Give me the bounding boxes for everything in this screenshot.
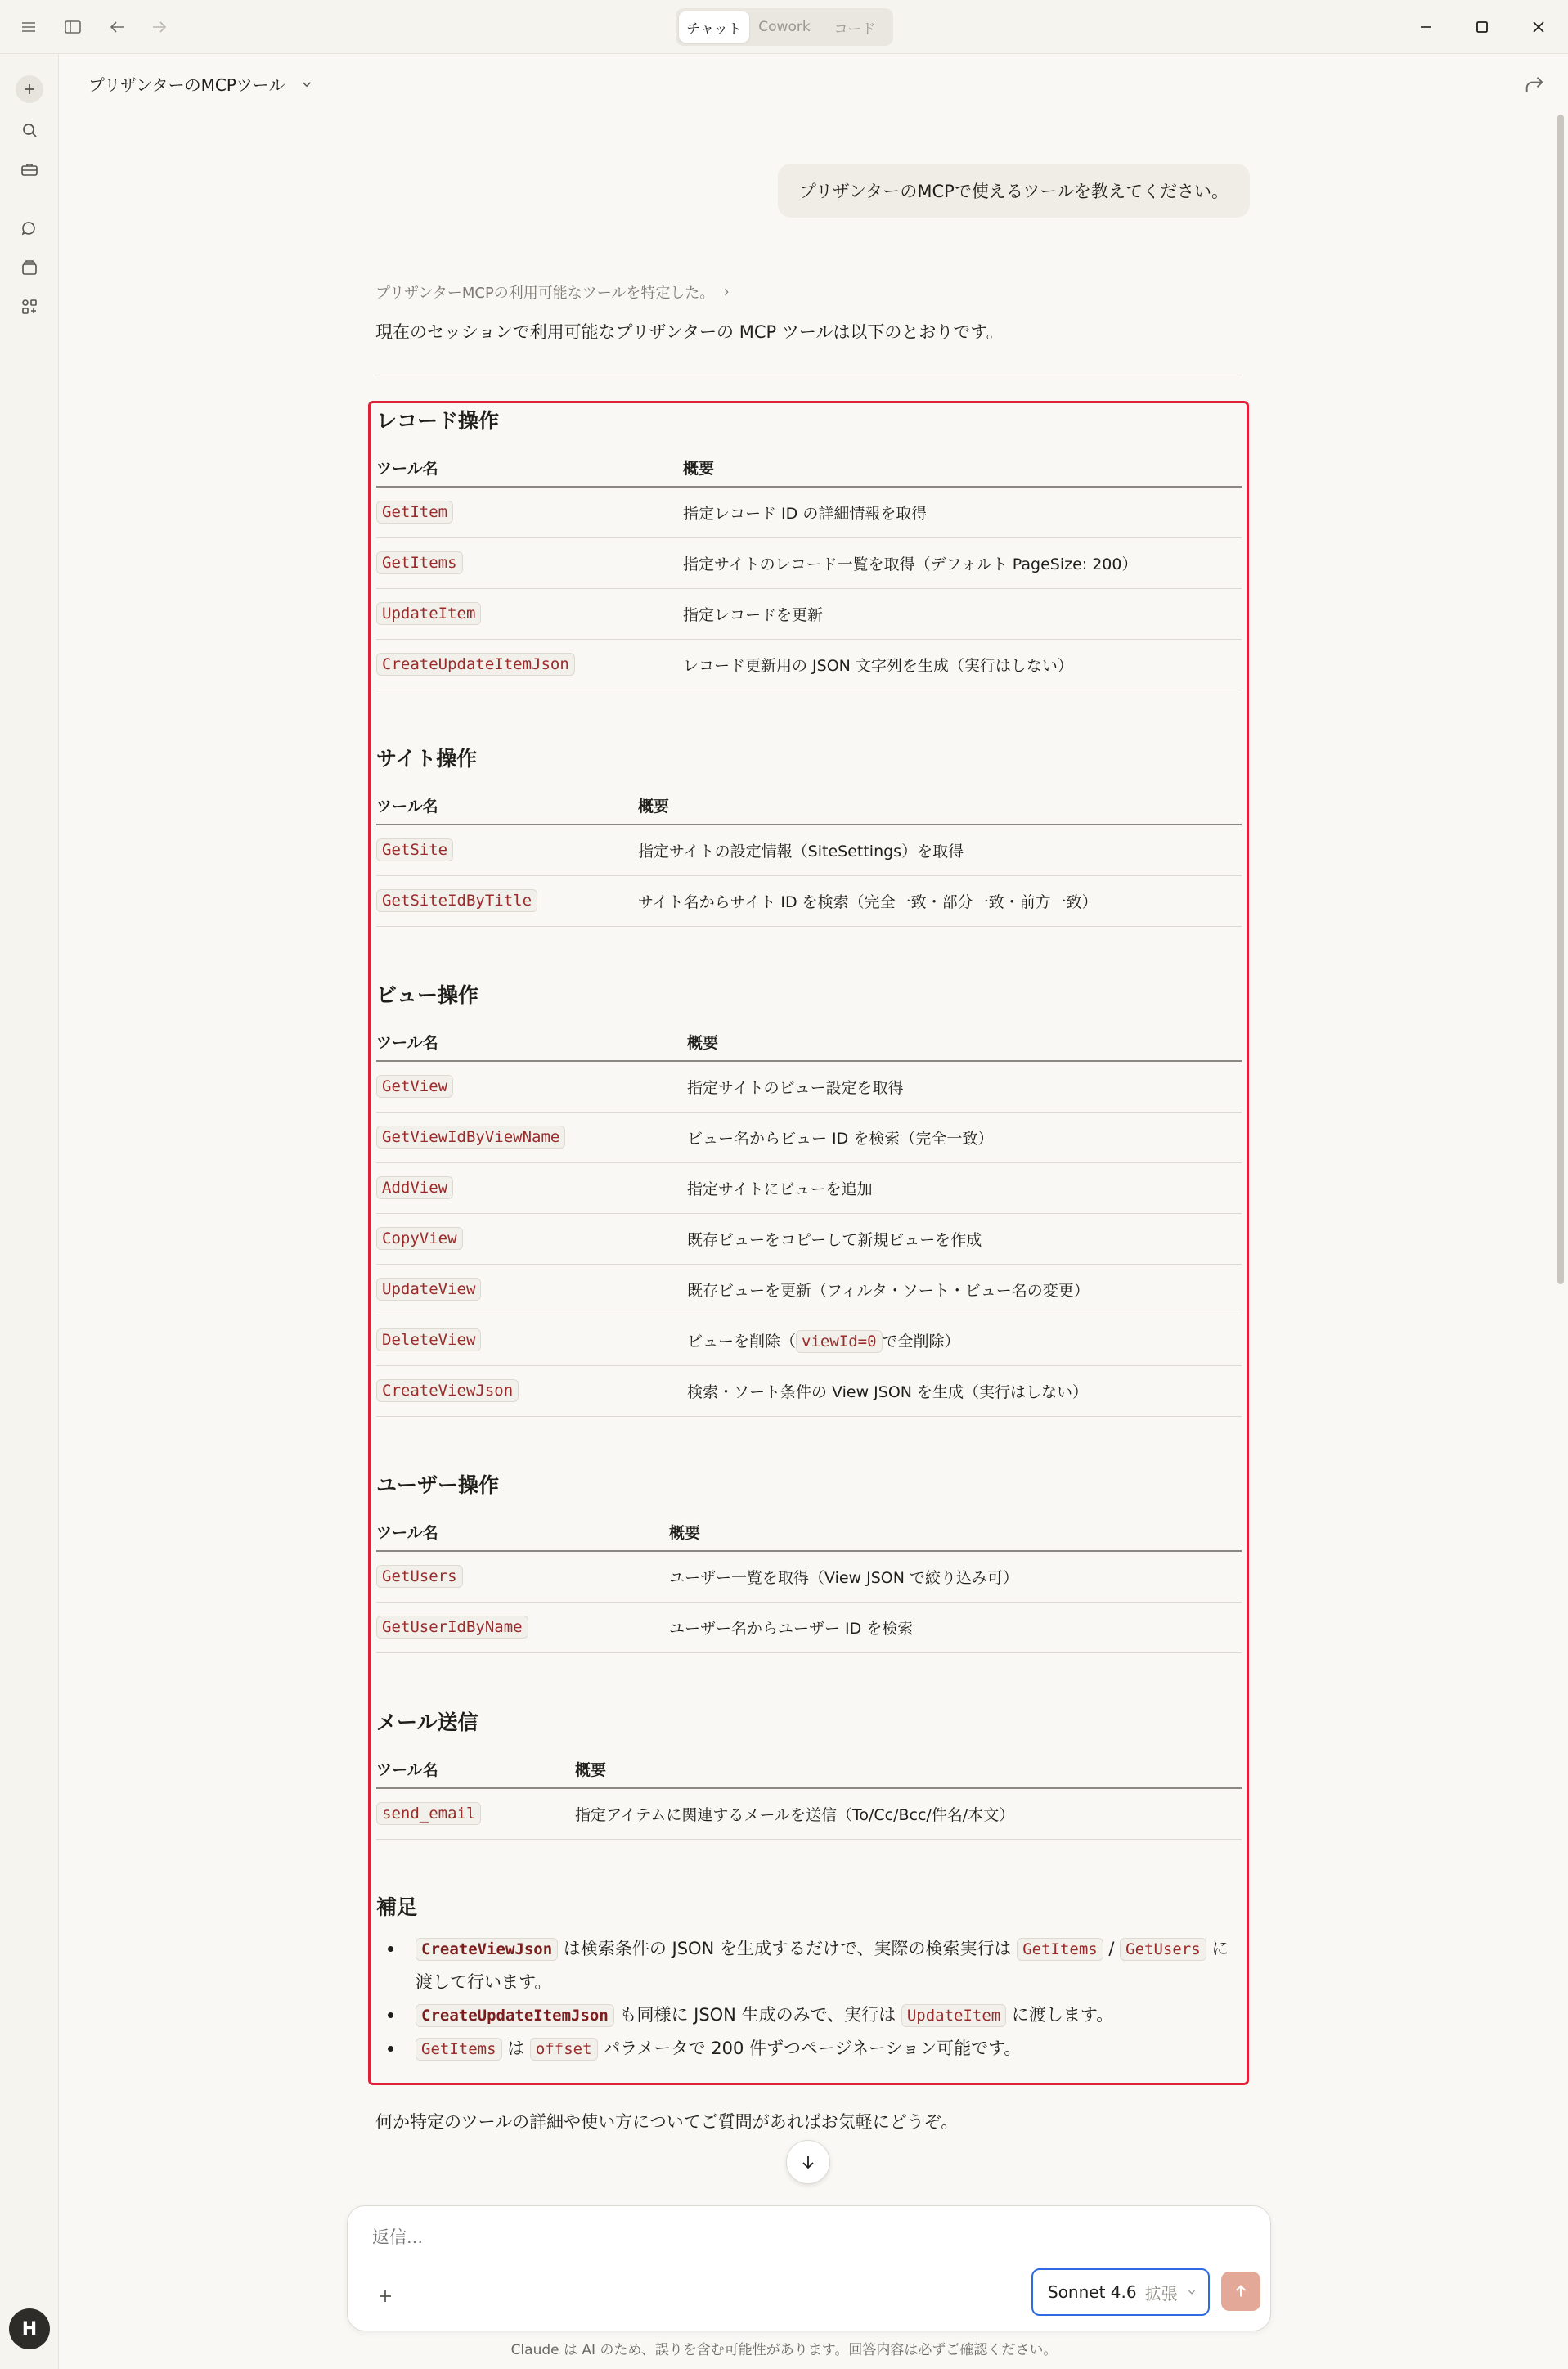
search-icon[interactable] <box>16 116 43 144</box>
tool-desc: 指定サイトのビュー設定を取得 <box>687 1061 1242 1112</box>
section-title: ユーザー操作 <box>376 1473 500 1497</box>
send-button[interactable] <box>1221 2272 1260 2311</box>
tool-desc: ビューを削除（ viewId=0 で全削除） <box>687 1315 1242 1365</box>
table-row <box>376 1365 1242 1416</box>
scrollbar[interactable] <box>1557 115 1564 1284</box>
tools-table <box>376 1751 1242 1840</box>
table-row <box>376 1551 1242 1602</box>
forward-arrow-icon[interactable] <box>147 15 172 39</box>
arrow-down-icon <box>798 2152 818 2172</box>
tools-table <box>376 1023 1242 1417</box>
chevron-down-icon <box>299 77 314 92</box>
col-header-desc: 概要 <box>669 1513 1242 1551</box>
col-header-name: ツール名 <box>376 1023 687 1061</box>
tool-name: GetUserIdByName <box>376 1616 528 1639</box>
toolbox-icon[interactable] <box>16 155 43 183</box>
col-header-desc: 概要 <box>683 449 1242 487</box>
tool-desc: 既存ビューをコピーして新規ビューを作成 <box>687 1213 1242 1264</box>
tool-name: send_email <box>376 1802 481 1825</box>
table-row <box>376 1788 1242 1839</box>
section-users <box>376 1469 1242 1653</box>
table-row <box>376 537 1242 588</box>
response-closing: 何か特定のツールの詳細や使い方についてご質問があればお気軽にどうぞ。 <box>375 2112 959 2132</box>
tool-desc: ユーザー名からユーザー ID を検索 <box>669 1602 1242 1652</box>
mode-switch <box>676 8 893 46</box>
tool-desc: 指定アイテムに関連するメールを送信（To/Cc/Bcc/件名/本文） <box>575 1788 1242 1839</box>
tool-name: GetUsers <box>376 1565 463 1588</box>
sidebar-toggle-icon[interactable] <box>61 15 85 39</box>
section-title: サイト操作 <box>376 747 478 771</box>
table-row <box>376 1061 1242 1112</box>
table-row <box>376 1264 1242 1315</box>
tool-desc: ユーザー一覧を取得（View JSON で絞り込み可） <box>669 1551 1242 1602</box>
section-title: ビュー操作 <box>376 983 479 1007</box>
section-site <box>376 743 1242 927</box>
chevron-right-icon <box>721 286 732 298</box>
tools-table <box>376 449 1242 690</box>
projects-icon[interactable] <box>16 254 43 281</box>
list-item: GetItems は offset パラメータで 200 件ずつページネーション可能です。 <box>376 2032 1242 2066</box>
table-row <box>376 487 1242 537</box>
user-message-bubble: プリザンターのMCPで使えるツールを教えてください。 <box>778 164 1250 218</box>
table-row <box>376 588 1242 639</box>
col-header-name: ツール名 <box>376 449 683 487</box>
table-row <box>376 639 1242 690</box>
section-title: メール送信 <box>376 1710 478 1734</box>
tool-desc: 既存ビューを更新（フィルタ・ソート・ビュー名の変更） <box>687 1264 1242 1315</box>
table-row <box>376 1602 1242 1652</box>
chats-icon[interactable] <box>16 214 43 242</box>
menu-icon[interactable] <box>16 15 41 39</box>
section-view <box>376 979 1242 1417</box>
col-header-desc: 概要 <box>575 1751 1242 1788</box>
maximize-icon[interactable] <box>1470 15 1494 39</box>
model-name: Sonnet 4.6 <box>1048 2282 1137 2302</box>
tool-desc: サイト名からサイト ID を検索（完全一致・部分一致・前方一致） <box>638 875 1242 926</box>
col-header-desc: 概要 <box>638 787 1242 825</box>
model-mode: 拡張 <box>1144 2283 1178 2304</box>
tool-desc: 指定レコードを更新 <box>683 588 1242 639</box>
tool-name: UpdateView <box>376 1278 481 1301</box>
reply-input[interactable] <box>372 2227 1190 2247</box>
col-header-name: ツール名 <box>376 787 638 825</box>
arrow-up-icon <box>1232 2282 1250 2300</box>
col-header-name: ツール名 <box>376 1513 669 1551</box>
tool-name: GetViewIdByViewName <box>376 1126 565 1149</box>
tool-name: CreateUpdateItemJson <box>376 653 575 676</box>
model-selector[interactable] <box>1031 2268 1210 2316</box>
tool-desc: ビュー名からビュー ID を検索（完全一致） <box>687 1112 1242 1162</box>
tool-name: DeleteView <box>376 1328 481 1351</box>
tool-name: AddView <box>376 1176 453 1199</box>
artifacts-icon[interactable] <box>16 293 43 321</box>
tool-name: GetItems <box>376 551 463 574</box>
notes-section <box>376 1891 1242 2066</box>
list-item: CreateUpdateItemJson も同様に JSON 生成のみで、実行は UpdateItem に渡します。 <box>376 1998 1242 2032</box>
tool-desc: 指定レコード ID の詳細情報を取得 <box>683 487 1242 537</box>
tool-desc: レコード更新用の JSON 文字列を生成（実行はしない） <box>683 639 1242 690</box>
back-arrow-icon[interactable] <box>105 15 129 39</box>
thinking-summary-text: プリザンターMCPの利用可能なツールを特定した。 <box>375 285 715 302</box>
list-item: CreateViewJson は検索条件の JSON を生成するだけで、実際の検索実行は GetItems / GetUsers に渡して行います。 <box>376 1932 1242 1998</box>
plus-icon <box>375 2286 395 2306</box>
composer <box>347 2205 1271 2331</box>
share-icon[interactable] <box>1523 74 1546 97</box>
minimize-icon[interactable] <box>1413 15 1438 39</box>
table-row <box>376 1112 1242 1162</box>
add-attachment-button[interactable] <box>371 2281 400 2311</box>
tools-table <box>376 787 1242 927</box>
tool-name: CopyView <box>376 1227 463 1250</box>
disclaimer: Claude は AI のため、誤りを含む可能性があります。回答内容は必ずご確認ください。 <box>510 2342 1058 2358</box>
title-bar <box>0 0 1568 54</box>
avatar[interactable]: H <box>9 2308 50 2349</box>
conversation-title-text: プリザンターのMCPツール <box>88 75 285 95</box>
table-row <box>376 1315 1242 1365</box>
table-row <box>376 1162 1242 1213</box>
tool-desc: 指定サイトの設定情報（SiteSettings）を取得 <box>638 825 1242 875</box>
tools-table <box>376 1513 1242 1653</box>
tool-name: GetView <box>376 1075 453 1098</box>
tool-desc: 検索・ソート条件の View JSON を生成（実行はしない） <box>687 1365 1242 1416</box>
col-header-name: ツール名 <box>376 1751 575 1788</box>
table-row <box>376 825 1242 875</box>
section-mail <box>376 1706 1242 1840</box>
thinking-summary[interactable] <box>375 281 732 303</box>
sidebar-rail <box>0 54 59 2369</box>
response-intro: 現在のセッションで利用可能なプリザンターの MCP ツールは以下のとおりです。 <box>375 322 1004 342</box>
tool-desc: 指定サイトにビューを追加 <box>687 1162 1242 1213</box>
tab-code[interactable]: コード <box>833 20 876 38</box>
conversation-title[interactable] <box>88 72 314 96</box>
tool-name: GetItem <box>376 501 453 524</box>
close-icon[interactable] <box>1526 15 1551 39</box>
section-title: 補足 <box>376 1895 418 1919</box>
chevron-down-icon <box>1186 2286 1197 2298</box>
section-record <box>376 405 1242 690</box>
notes-list <box>376 1932 1242 2066</box>
new-chat-icon[interactable] <box>16 75 43 103</box>
tool-name: UpdateItem <box>376 602 481 625</box>
tool-name: CreateViewJson <box>376 1379 519 1402</box>
table-row <box>376 875 1242 926</box>
inline-code: viewId=0 <box>796 1330 883 1353</box>
col-header-desc: 概要 <box>687 1023 1242 1061</box>
tool-name: GetSiteIdByTitle <box>376 889 537 912</box>
tool-desc: 指定サイトのレコード一覧を取得（デフォルト PageSize: 200） <box>683 537 1242 588</box>
tool-name: GetSite <box>376 838 453 861</box>
table-row <box>376 1213 1242 1264</box>
scroll-down-button[interactable] <box>786 2140 830 2184</box>
tab-chat[interactable]: チャット <box>679 11 749 43</box>
tab-cowork[interactable]: Cowork <box>758 19 811 35</box>
section-title: レコード操作 <box>376 409 500 433</box>
